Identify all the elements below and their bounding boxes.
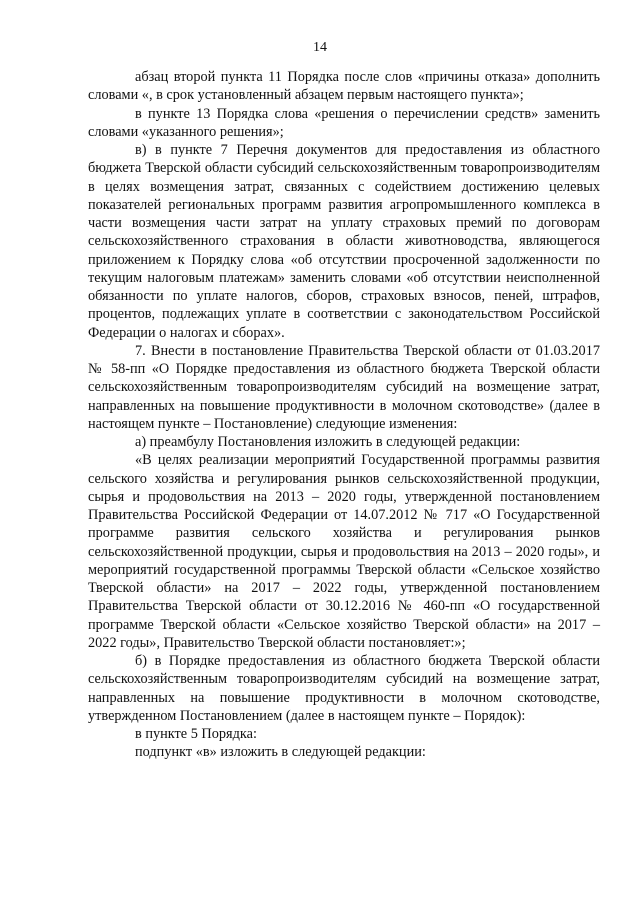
paragraph-clause-11-amendment: абзац второй пункта 11 Порядка после слов «причины отказа» дополнить словами «, в срок установленный абзацем первым настоящего пункта»; — [88, 69, 600, 104]
paragraph-clause-13-amendment: в пункте 13 Порядка слова «решения о перечислении средств» заменить словами «указанного решения»; — [88, 105, 600, 140]
paragraph-item-b-procedure: б) в Порядке предоставления из областного бюджета Тверской области сельскохозяйственным товаропроизводителям субсидий на возмещение затрат, направленных на повышение продуктивности в молочном скотоводстве, утвержденном Постановлением (далее в настоящем пункте – Порядок): — [88, 653, 600, 724]
document-body — [88, 68, 600, 762]
paragraph-section-7-intro: 7. Внести в постановление Правительства Тверской области от 01.03.2017 № 58-пп «О Порядке предоставления из областного бюджета Тверской области сельскохозяйственным товаропроизводителям субсидий на возмещение затрат, направленных на повышение продуктивности в молочном скотоводстве» (далее в настоящем пункте – Постановление) следующие изменения: — [88, 342, 600, 432]
paragraph-subclause-v: подпункт «в» изложить в следующей редакции: — [135, 744, 426, 761]
page-number: 14 — [313, 40, 327, 55]
paragraph-item-v-documents-list: в) в пункте 7 Перечня документов для предоставления из областного бюджета Тверской области субсидий сельскохозяйственным товаропроизводителям в целях возмещения затрат, связанных с содействием достижению целевых показателей региональных программ развития агропромышленного комплекса в части возмещения части затрат на уплату страховых премий по договорам сельскохозяйственного страхования в области животноводства, являющегося приложением к Порядку слова «об отсутствии просроченной задолженности по текущим налоговым платежам» заменить словами «об отсутствии неисполненной обязанности по уплате налогов, сборов, страховых взносов, пеней, штрафов, процентов, подлежащих уплате в соответствии с законодательством Российской Федерации о налогах и сборах». — [88, 142, 600, 341]
paragraph-preamble-text: «В целях реализации мероприятий Государственной программы развития сельского хозяйства и регулирования рынков сельскохозяйственной продукции, сырья и продовольствия на 2013 – 2020 годы, утвержденной постановлением Правительства Российской Федерации от 14.07.2012 № 717 «О Государственной программе развития сельского хозяйства и регулирования рынков сельскохозяйственной продукции, сырья и продовольствия на 2013 – 2020 годы», и мероприятий государственной программы Тверской области «Сельское хозяйство Тверской области» на 2017 – 2022 годы, утвержденной постановлением Правительства Тверской области от 30.12.2016 № 460-пп «О государственной программе Тверской области «Сельское хозяйство Тверской области» на 2017 – 2022 годы», Правительство Тверской области постановляет:»; — [88, 452, 600, 651]
paragraph-clause-5: в пункте 5 Порядка: — [135, 726, 257, 742]
paragraph-item-a-preamble: а) преамбулу Постановления изложить в следующей редакции: — [135, 434, 521, 450]
